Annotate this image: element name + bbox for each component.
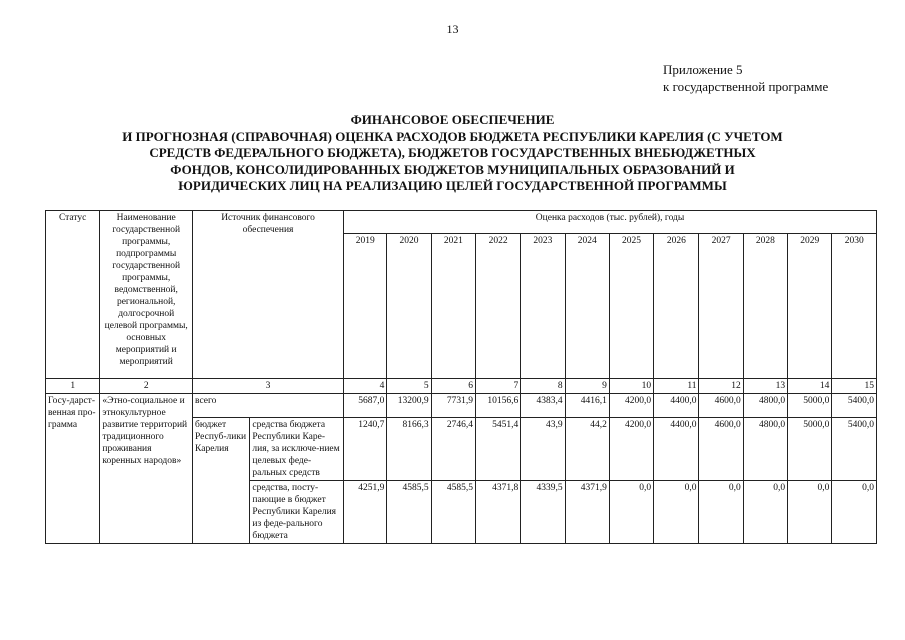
column-number: 6 (431, 379, 475, 394)
appendix-line-2: к государственной программе (663, 79, 829, 94)
value-cell: 5687,0 (344, 394, 387, 418)
value-cell: 4800,0 (743, 418, 787, 481)
column-number: 7 (475, 379, 520, 394)
column-number: 13 (743, 379, 787, 394)
value-cell: 13200,9 (387, 394, 431, 418)
value-cell: 5451,4 (475, 418, 520, 481)
title-line: ФИНАНСОВОЕ ОБЕСПЕЧЕНИЕ (350, 112, 555, 127)
value-cell: 10156,6 (475, 394, 520, 418)
document-title (30, 112, 875, 195)
value-cell: 7731,9 (431, 394, 475, 418)
column-number: 10 (609, 379, 653, 394)
appendix-line-1: Приложение 5 (663, 62, 743, 77)
status-cell: Госу-дарст-венная про-грамма (46, 394, 100, 544)
header-source: Источник финансового обеспечения (193, 211, 344, 379)
year-cell: 2023 (521, 234, 565, 379)
year-cell: 2024 (565, 234, 609, 379)
column-number: 9 (565, 379, 609, 394)
source-group-cell: бюджет Респуб-лики Карелия (193, 418, 250, 544)
financing-table (45, 210, 877, 544)
title-line: ЮРИДИЧЕСКИХ ЛИЦ НА РЕАЛИЗАЦИЮ ЦЕЛЕЙ ГОСУДАРСТВЕННОЙ ПРОГРАММЫ (178, 178, 727, 193)
year-cell: 2025 (609, 234, 653, 379)
value-cell: 4600,0 (699, 394, 743, 418)
value-cell: 4416,1 (565, 394, 609, 418)
table-row (46, 394, 877, 418)
year-cell: 2026 (654, 234, 699, 379)
year-cell: 2022 (475, 234, 520, 379)
value-cell: 5400,0 (832, 418, 877, 481)
value-cell: 4600,0 (699, 418, 743, 481)
value-cell: 0,0 (788, 481, 832, 544)
value-cell: 4200,0 (609, 418, 653, 481)
value-cell: 4371,9 (565, 481, 609, 544)
source-cell: средства, посту-пающие в бюджет Республики Карелия из феде-рального бюджета (250, 481, 344, 544)
column-number: 15 (832, 379, 877, 394)
value-cell: 8166,3 (387, 418, 431, 481)
year-cell: 2021 (431, 234, 475, 379)
title-line: ФОНДОВ, КОНСОЛИДИРОВАННЫХ БЮДЖЕТОВ МУНИЦИПАЛЬНЫХ ОБРАЗОВАНИЙ И (170, 161, 735, 177)
column-number: 2 (100, 379, 193, 394)
header-name: Наименование государственной программы, подпрограммы государственной программы, ведомственной, региональной, долгосрочной целевой программы, основных мероприятий и мероприятий (100, 211, 193, 379)
value-cell: 5400,0 (832, 394, 877, 418)
value-cell: 2746,4 (431, 418, 475, 481)
title-line: СРЕДСТВ ФЕДЕРАЛЬНОГО БЮДЖЕТА), БЮДЖЕТОВ ГОСУДАРСТВЕННЫХ ВНЕБЮДЖЕТНЫХ (149, 145, 756, 160)
value-cell: 0,0 (699, 481, 743, 544)
value-cell: 4800,0 (743, 394, 787, 418)
year-cell: 2029 (788, 234, 832, 379)
value-cell: 4251,9 (344, 481, 387, 544)
value-cell: 44,2 (565, 418, 609, 481)
value-cell: 4585,5 (431, 481, 475, 544)
value-cell: 0,0 (832, 481, 877, 544)
value-cell: 0,0 (654, 481, 699, 544)
page-number: 13 (446, 22, 459, 36)
column-number: 5 (387, 379, 431, 394)
column-number: 4 (344, 379, 387, 394)
value-cell: 4200,0 (609, 394, 653, 418)
column-number: 12 (699, 379, 743, 394)
column-number: 11 (654, 379, 699, 394)
value-cell: 4371,8 (475, 481, 520, 544)
header-status: Статус (46, 211, 100, 379)
year-cell: 2027 (699, 234, 743, 379)
value-cell: 4383,4 (521, 394, 565, 418)
column-number: 14 (788, 379, 832, 394)
column-number: 3 (193, 379, 344, 394)
appendix-note (663, 61, 828, 95)
value-cell: 4339,5 (521, 481, 565, 544)
column-number: 1 (46, 379, 100, 394)
value-cell: 5000,0 (788, 394, 832, 418)
value-cell: 0,0 (609, 481, 653, 544)
value-cell: 5000,0 (788, 418, 832, 481)
value-cell: 1240,7 (344, 418, 387, 481)
value-cell: 0,0 (743, 481, 787, 544)
header-row (46, 211, 877, 234)
year-cell: 2020 (387, 234, 431, 379)
year-cell: 2030 (832, 234, 877, 379)
year-cell: 2028 (743, 234, 787, 379)
program-name-cell: «Этно-социальное и этнокультурное развитие территорий традиционного проживания коренных народов» (100, 394, 193, 544)
value-cell: 4585,5 (387, 481, 431, 544)
value-cell: 4400,0 (654, 418, 699, 481)
value-cell: 4400,0 (654, 394, 699, 418)
header-estimate: Оценка расходов (тыс. рублей), годы (344, 211, 877, 234)
year-cell: 2019 (344, 234, 387, 379)
title-line: И ПРОГНОЗНАЯ (СПРАВОЧНАЯ) ОЦЕНКА РАСХОДОВ БЮДЖЕТА РЕСПУБЛИКИ КАРЕЛИЯ (С УЧЕТОМ (122, 128, 783, 144)
column-number: 8 (521, 379, 565, 394)
column-numbers-row (46, 379, 877, 394)
value-cell: 43,9 (521, 418, 565, 481)
source-cell: средства бюджета Республики Каре-лия, за исключе-нием целевых феде-ральных средств (250, 418, 344, 481)
source-cell: всего (193, 394, 344, 418)
